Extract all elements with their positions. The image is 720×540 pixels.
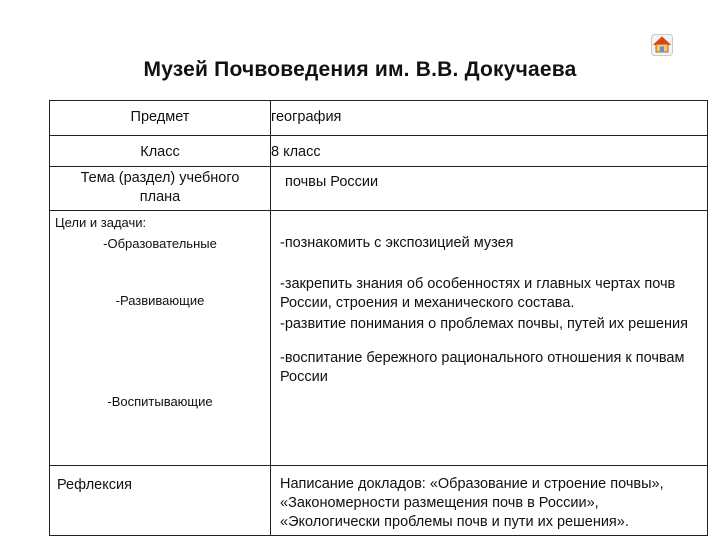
educational-value: -познакомить с экспозицией музея — [280, 235, 514, 251]
subject-value: география — [271, 101, 708, 136]
topic-label: Тема (раздел) учебного плана — [50, 167, 271, 211]
page-title: Музей Почвоведения им. В.В. Докучаева — [143, 58, 577, 81]
developing-label: -Развивающие — [115, 293, 205, 308]
home-icon[interactable] — [651, 34, 673, 56]
class-value: 8 класс — [271, 136, 708, 167]
table-row-goals — [50, 211, 708, 466]
developing-value-understanding: -развитие понимания о проблемах почвы, путей их решения — [280, 316, 688, 332]
table-row-class — [50, 136, 708, 167]
goals-values — [271, 211, 708, 466]
table-row-subject — [50, 101, 708, 136]
lesson-plan-table — [49, 100, 708, 536]
subject-label: Предмет — [50, 101, 271, 136]
reflection-value: Написание докладов: «Образование и строение почвы», «Закономерности размещения почв в России», «Экологически проблемы почв и пути их решения». — [271, 466, 708, 536]
table-row-topic — [50, 167, 708, 211]
upbringing-label: -Воспитывающие — [107, 394, 213, 409]
educational-label: -Образовательные — [103, 236, 217, 251]
reflection-label: Рефлексия — [50, 466, 271, 536]
table-row-reflection — [50, 466, 708, 536]
upbringing-value: -воспитание бережного рационального отношения к почвам России — [280, 350, 685, 385]
goals-heading: Цели и задачи: — [55, 215, 147, 230]
developing-value-knowledge: -закрепить знания об особенностях и главных чертах почв России, строения и механического состава. — [280, 276, 676, 311]
class-label: Класс — [50, 136, 271, 167]
topic-value: почвы России — [271, 167, 708, 211]
goals-labels — [50, 211, 271, 466]
